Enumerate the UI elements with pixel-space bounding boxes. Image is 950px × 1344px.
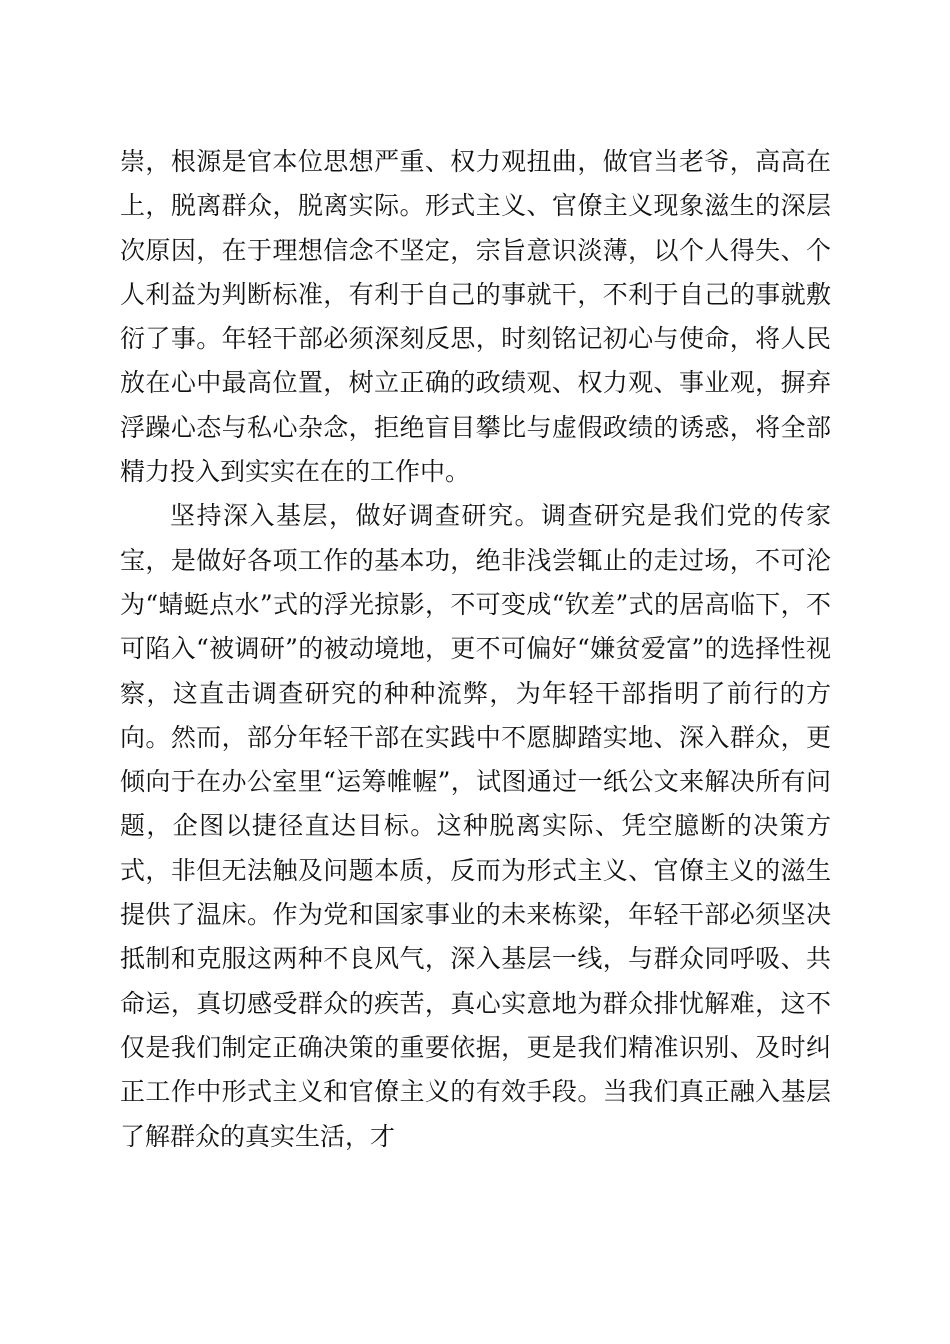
- paragraph-continued: 崇，根源是官本位思想严重、权力观扭曲，做官当老爷，高高在上，脱离群众，脱离实际。形式主义、官僚主义现象滋生的深层次原因，在于理想信念不坚定，宗旨意识淡薄，以个人得失、个人利益为判断标准，有利于自己的事就干，不利于自己的事就敷衍了事。年轻干部必须深刻反思，时刻铭记初心与使命，将人民放在心中最高位置，树立正确的政绩观、权力观、事业观，摒弃浮躁心态与私心杂念，拒绝盲目攀比与虚假政绩的诱惑，将全部精力投入到实实在在的工作中。: [120, 147, 831, 487]
- body-text: [120, 140, 831, 1159]
- paragraph-investigation-research: 坚持深入基层，做好调查研究。调查研究是我们党的传家宝，是做好各项工作的基本功，绝非浅尝辄止的走过场，不可沦为“蜻蜓点水”式的浮光掠影，不可变成“钦差”式的居高临下，不可陷入“被调研”的被动境地，更不可偏好“嫌贫爱富”的选择性视察，这直击调查研究的种种流弊，为年轻干部指明了前行的方向。然而，部分年轻干部在实践中不愿脚踏实地、深入群众，更倾向于在办公室里“运筹帷幄”，试图通过一纸公文来解决所有问题，企图以捷径直达目标。这种脱离实际、凭空臆断的决策方式，非但无法触及问题本质，反而为形式主义、官僚主义的滋生提供了温床。作为党和国家事业的未来栋梁，年轻干部必须坚决抵制和克服这两种不良风气，深入基层一线，与群众同呼吸、共命运，真切感受群众的疾苦，真心实意地为群众排忧解难，这不仅是我们制定正确决策的重要依据，更是我们精准识别、及时纠正工作中形式主义和官僚主义的有效手段。当我们真正融入基层了解群众的真实生活，才: [120, 501, 831, 1151]
